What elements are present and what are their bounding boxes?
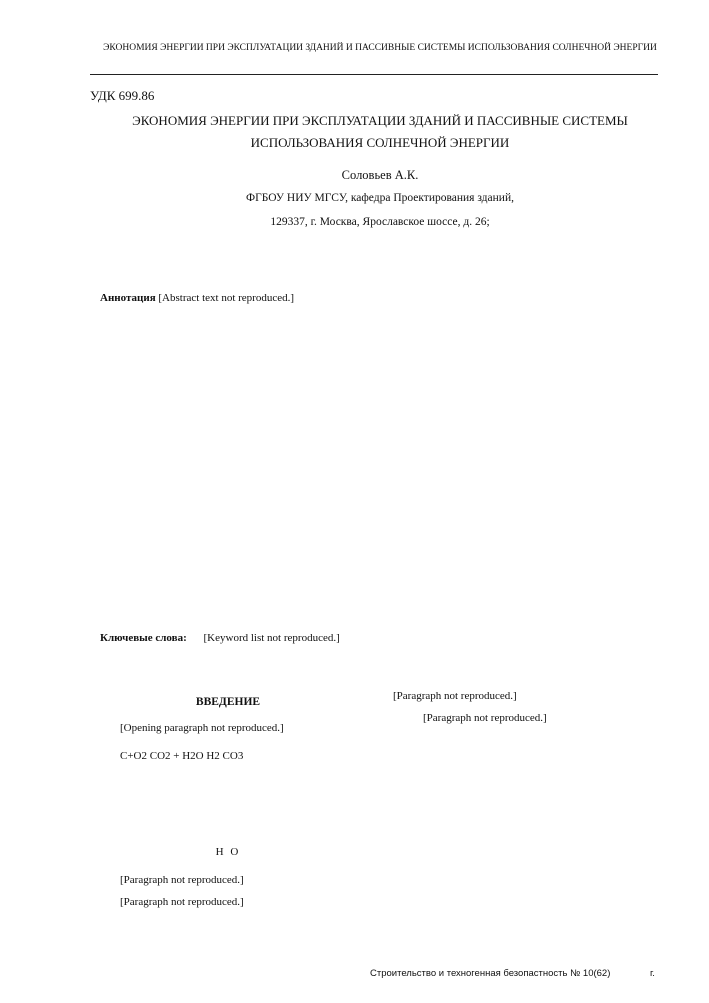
left-column [90, 690, 366, 916]
author-address: 129337, г. Москва, Ярославское шоссе, д. 26; [270, 216, 490, 228]
abstract-label: Аннотация [100, 292, 156, 304]
author-name: Соловьев А.К. [341, 168, 419, 182]
header-divider [90, 74, 658, 75]
keywords-label: Ключевые слова: [100, 632, 187, 644]
keywords [100, 630, 656, 646]
udk-code: УДК 699.86 [90, 88, 155, 103]
intro-paragraph-3: [Paragraph not reproduced.] [120, 896, 244, 908]
article-title: ЭКОНОМИЯ ЭНЕРГИИ ПРИ ЭКСПЛУАТАЦИИ ЗДАНИЙ И ПАССИВНЫЕ СИСТЕМЫ ИСПОЛЬЗОВАНИЯ СОЛНЕЧНОЙ ЭНЕРГИИ [132, 113, 628, 150]
abstract-text: [Abstract text not reproduced.] [158, 292, 295, 304]
running-header: ЭКОНОМИЯ ЭНЕРГИИ ПРИ ЭКСПЛУАТАЦИИ ЗДАНИЙ И ПАССИВНЫЕ СИСТЕМЫ ИСПОЛЬЗОВАНИЯ СОЛНЕЧНОЙ ЭНЕРГИИ [103, 43, 657, 53]
section-heading-intro: ВВЕДЕНИЕ [195, 696, 261, 708]
formula-fragment: Н О [215, 846, 241, 858]
intro-paragraph-1: [Opening paragraph not reproduced.] [120, 722, 284, 734]
footer-journal: Строительство и техногенная безопастность № 10(62) [370, 968, 611, 979]
right-paragraph-2: [Paragraph not reproduced.] [423, 712, 547, 724]
footer-year: г. [650, 968, 655, 979]
author-affiliation: ФГБОУ НИУ МГСУ, кафедра Проектирования зданий, [246, 192, 514, 204]
keywords-text: [Keyword list not reproduced.] [203, 632, 340, 644]
abstract [100, 290, 656, 306]
right-column [393, 688, 658, 732]
right-paragraph-1: [Paragraph not reproduced.] [393, 690, 517, 702]
intro-paragraph-2: [Paragraph not reproduced.] [120, 874, 244, 886]
chemical-formula: С+О2 СО2 + Н2О Н2 СО3 [120, 750, 244, 762]
